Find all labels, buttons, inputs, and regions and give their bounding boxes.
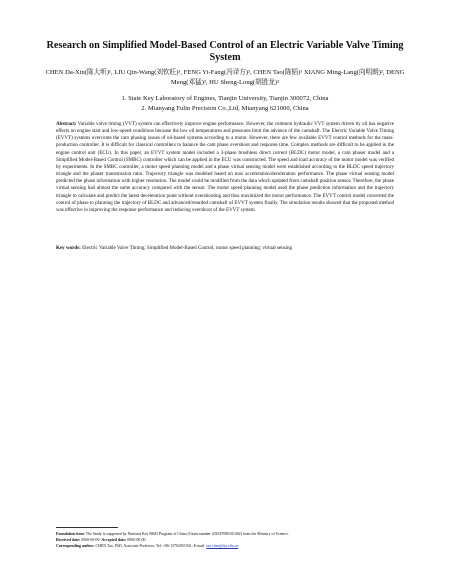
- affiliation-2: 2. Mianyang Fulin Precision Co.,Ltd, Mianyang 621000, China: [141, 104, 309, 112]
- foundation-label: Foundation item:: [56, 532, 85, 536]
- abstract-text: Variable valve timing (VVT) system can effectively improve engine performance. However, the common hydraulic VVT system driven by oil has negative effects on engine start and low-speed conditions because the low oil temperatures and pressures limit the advance of the camshaft. The Electric Variable Valve Timing (EVVT) systems overcome the cam phasing issues of oil-based systems according to a motor. However, there are few available EVVT control methods for the mass-production controller. It is difficult for classical controllers to balance the cam phase overshoot and response time. Complex methods are difficult to be applied in the engine control unit (ECU). In this paper, an EVVT system model included a 3-phase brushless direct current (BLDC) motor model, a cam phaser model and a Simplified Model-Based Control (SMBC) controller which can be applied in the ECU was constructed. The speed and load accuracy of the motor model was verified by experiments. In the SMBC controller, a motor speed planning model and a phase virtual sensing model were established according to the BLDC speed trajectory triangle and the phaser transmission ratio. Trajectory triangle was modeled based on max acceleration/deceleration performance. The phase virtual sensing model predicted the phase information with higher resolution. The model could be modified from the data which updated from camshaft position sensor. Therefore, the phase virtual sensing had almost the same accuracy compared with the sensor. The motor speed planning model used the phase prediction information and the trajectory triangle to calculate and predict the latest deceleration point without overshooting and thus maximized the motor performance. The EVVT control model converted the control of phase to planning the trajectory of BLDC and advanced/retarded camshaft of EVVT system finally. The simulation results showed that the proposed method was effective in improving the response performance and reducing overshoot of the EVVT system.: [56, 121, 395, 213]
- affiliations: [40, 94, 410, 113]
- received-value: 0000-00-00;: [81, 538, 101, 542]
- corresponding-text: CHEN Tao, PhD, Associate Professor, Tel: +86-13702051941; E-mail:: [95, 544, 206, 548]
- abstract: [56, 121, 394, 214]
- affiliation-1: 1. State Key Laboratory of Engines, Tianjin University, Tianjin 300072, China: [121, 95, 329, 102]
- keywords-text: Electric Variable Valve Timing; Simplified Model-Based Control; motor speed planning; virtual sensing: [82, 245, 293, 251]
- received-label: Received date:: [56, 538, 81, 542]
- author-list: CHEN Da-Xin(陈大昕)¹, LIU Qin-Wang(刘钦旺)¹, FENG Yi-Fang(冯译方)¹, CHEN Tao(陈韬)¹ XIANG Ming-Lang(向明朗)², DENG Meng(邓猛)², HU Sheng-Long(胡胜龙)²: [45, 69, 405, 86]
- footnote-divider: [56, 527, 118, 528]
- email-link[interactable]: tao.chen@tju.edu.cn: [206, 544, 239, 548]
- footnotes: [56, 531, 394, 549]
- corresponding-note: [56, 543, 394, 549]
- accepted-value: 0000-00-00: [127, 538, 146, 542]
- keywords-label: Key words:: [56, 245, 81, 251]
- keywords: [56, 245, 394, 252]
- abstract-label: Abstract:: [56, 121, 77, 127]
- paper-title: Research on Simplified Model-Based Control of an Electric Variable Valve Timing System: [46, 40, 404, 63]
- corresponding-label: Corresponding author:: [56, 544, 95, 548]
- foundation-text: The Study is supported by National Key R&D Program of China (Grant number 2016YFB0101402) from the Ministry of Science.: [85, 532, 289, 536]
- accepted-label: Accepted date:: [101, 538, 127, 542]
